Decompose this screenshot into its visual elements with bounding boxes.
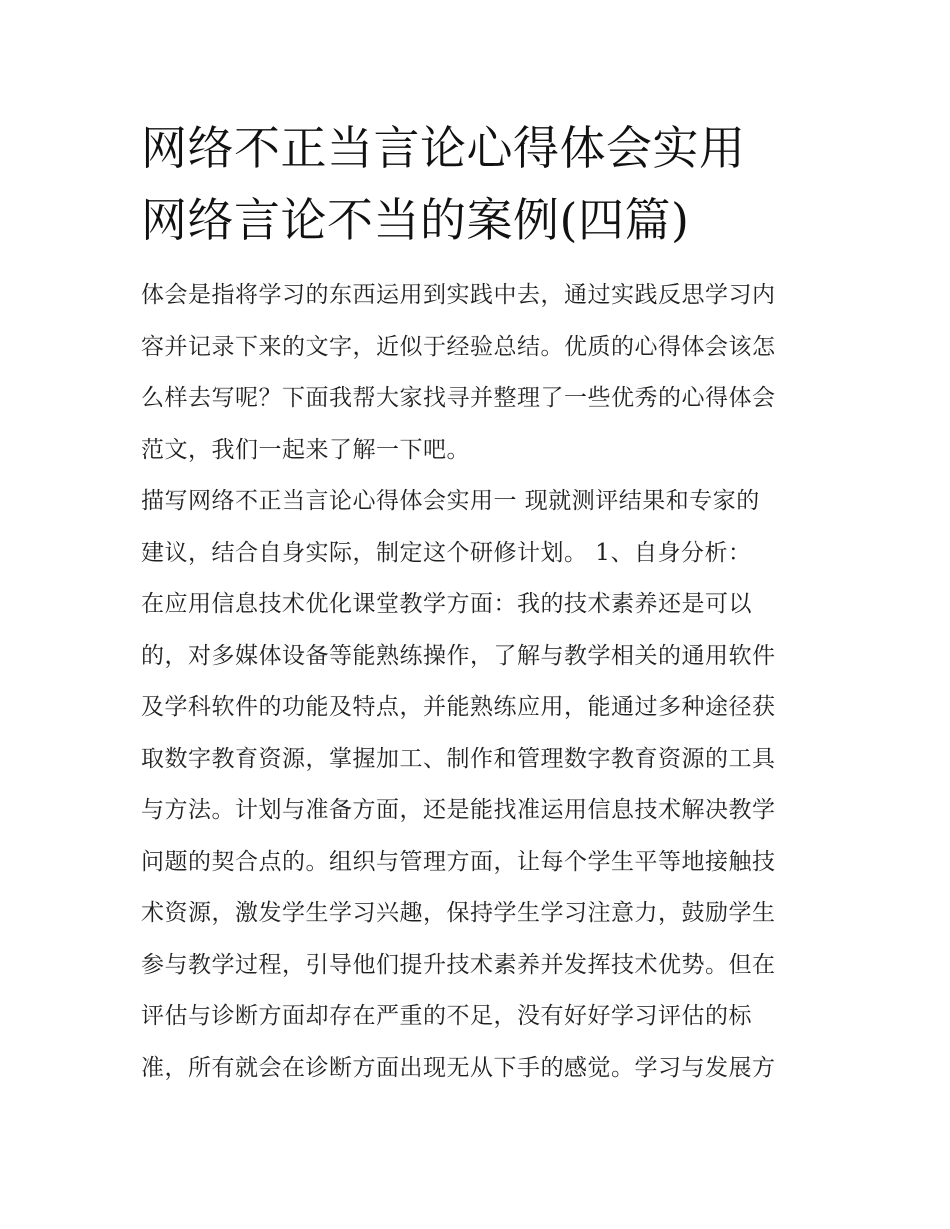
title-line-1: 网络不正当言论心得体会实用 — [141, 121, 746, 175]
document-body — [141, 112, 813, 1094]
paragraph-line: 准，所有就会在诊断方面出现无从下手的感觉。学习与发展方 — [141, 1054, 776, 1081]
intro-paragraph — [141, 270, 813, 476]
body-paragraph — [141, 476, 813, 1094]
paragraph-line: 体会是指将学习的东西运用到实践中去，通过实践反思学习内 — [141, 282, 776, 308]
paragraph-line: 么样去写呢？下面我帮大家找寻并整理了一些优秀的心得体会 — [141, 385, 776, 411]
paragraph-line: 范文，我们一起来了解一下吧。 — [141, 436, 470, 463]
paragraph-line: 参与教学过程，引导他们提升技术素养并发挥技术优势。但在 — [141, 951, 776, 978]
paragraph-line: 描写网络不正当言论心得体会实用一 现就测评结果和专家的 — [141, 488, 760, 514]
paragraph-line: 评估与诊断方面却存在严重的不足，没有好好学习评估的标 — [141, 1003, 752, 1029]
paragraph-line: 问题的契合点的。组织与管理方面，让每个学生平等地接触技 — [141, 848, 776, 875]
paragraph-line: 及学科软件的功能及特点，并能熟练应用，能通过多种途径获 — [141, 694, 776, 720]
title-line-2: 网络言论不当的案例(四篇) — [141, 193, 690, 247]
paragraph-line: 容并记录下来的文字，近似于经验总结。优质的心得体会该怎 — [141, 333, 776, 360]
paragraph-line: 术资源，激发学生学习兴趣，保持学生学习注意力，鼓励学生 — [141, 900, 776, 926]
paragraph-line: 与方法。计划与准备方面，还是能找准运用信息技术解决教学 — [141, 797, 776, 823]
paragraph-line: 的，对多媒体设备等能熟练操作，了解与教学相关的通用软件 — [141, 642, 776, 669]
paragraph-line: 建议，结合自身实际，制定这个研修计划。 1、自身分析： — [141, 539, 752, 566]
paragraph-line: 取数字教育资源，掌握加工、制作和管理数字教育资源的工具 — [141, 745, 776, 772]
document-title — [141, 112, 813, 256]
paragraph-line: 在应用信息技术优化课堂教学方面：我的技术素养还是可以 — [141, 591, 752, 617]
